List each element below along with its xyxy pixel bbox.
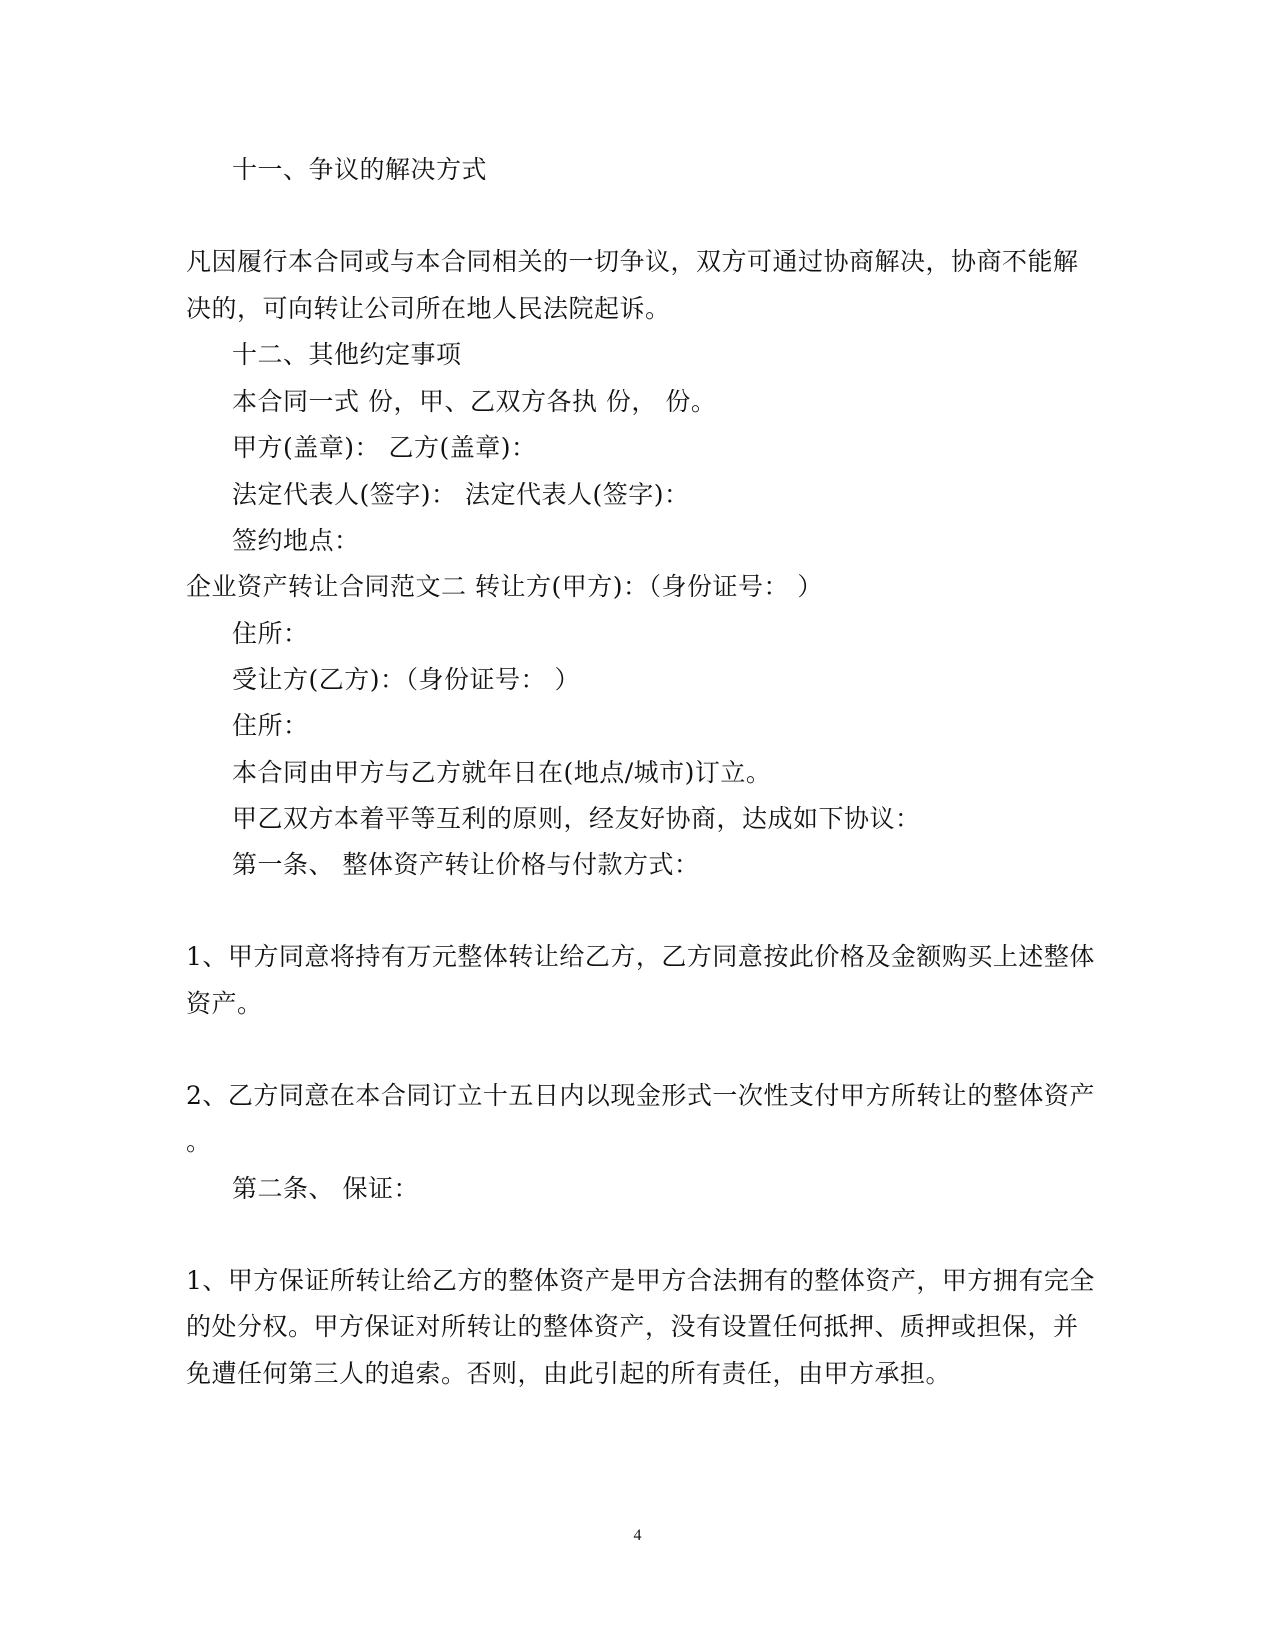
section-heading-other: 十二、其他约定事项	[232, 340, 462, 369]
signature-line-representative: 法定代表人(签字)： 法定代表人(签字)：	[232, 480, 690, 509]
article-heading-price: 第一条、 整体资产转让价格与付款方式：	[232, 850, 700, 879]
signing-location: 签约地点：	[232, 526, 360, 555]
transferee-line: 受让方(乙方)：（身份证号： ）	[232, 665, 580, 694]
paragraph-line: 决的，可向转让公司所在地人民法院起诉。	[186, 294, 671, 323]
template-title-transferor: 企业资产转让合同范文二 转让方(甲方)：（身份证号： ）	[186, 572, 823, 601]
paragraph-line: 凡因履行本合同或与本合同相关的一切争议，双方可通过协商解决，协商不能解	[186, 247, 1079, 276]
section-heading-dispute: 十一、争议的解决方式	[232, 155, 488, 184]
paragraph-line: 1、甲方同意将持有万元整体转让给乙方，乙方同意按此价格及金额购买上述整体	[186, 942, 1095, 971]
page-number: 4	[633, 1527, 642, 1544]
signature-line-seal: 甲方(盖章)： 乙方(盖章)：	[232, 433, 537, 462]
paragraph-line: 本合同一式 份，甲、乙双方各执 份， 份。	[232, 387, 717, 416]
paragraph-line: 1、甲方保证所转让给乙方的整体资产是甲方合法拥有的整体资产，甲方拥有完全	[186, 1266, 1095, 1295]
paragraph-line: 的处分权。甲方保证对所转让的整体资产，没有设置任何抵押、质押或担保，并	[186, 1312, 1079, 1341]
address-line: 住所：	[232, 711, 309, 740]
paragraph-line: 资产。	[186, 989, 263, 1018]
paragraph-line: 免遭任何第三人的追索。否则，由此引起的所有责任，由甲方承担。	[186, 1359, 952, 1388]
address-line: 住所：	[232, 619, 309, 648]
paragraph-line: 本合同由甲方与乙方就年日在(地点/城市)订立。	[232, 758, 772, 787]
paragraph-line: 甲乙双方本着平等互利的原则，经友好协商，达成如下协议：	[232, 804, 921, 833]
article-heading-guarantee: 第二条、 保证：	[232, 1174, 419, 1203]
paragraph-line: 。	[186, 1127, 212, 1156]
paragraph-line: 2、乙方同意在本合同订立十五日内以现金形式一次性支付甲方所转让的整体资产	[186, 1081, 1095, 1110]
